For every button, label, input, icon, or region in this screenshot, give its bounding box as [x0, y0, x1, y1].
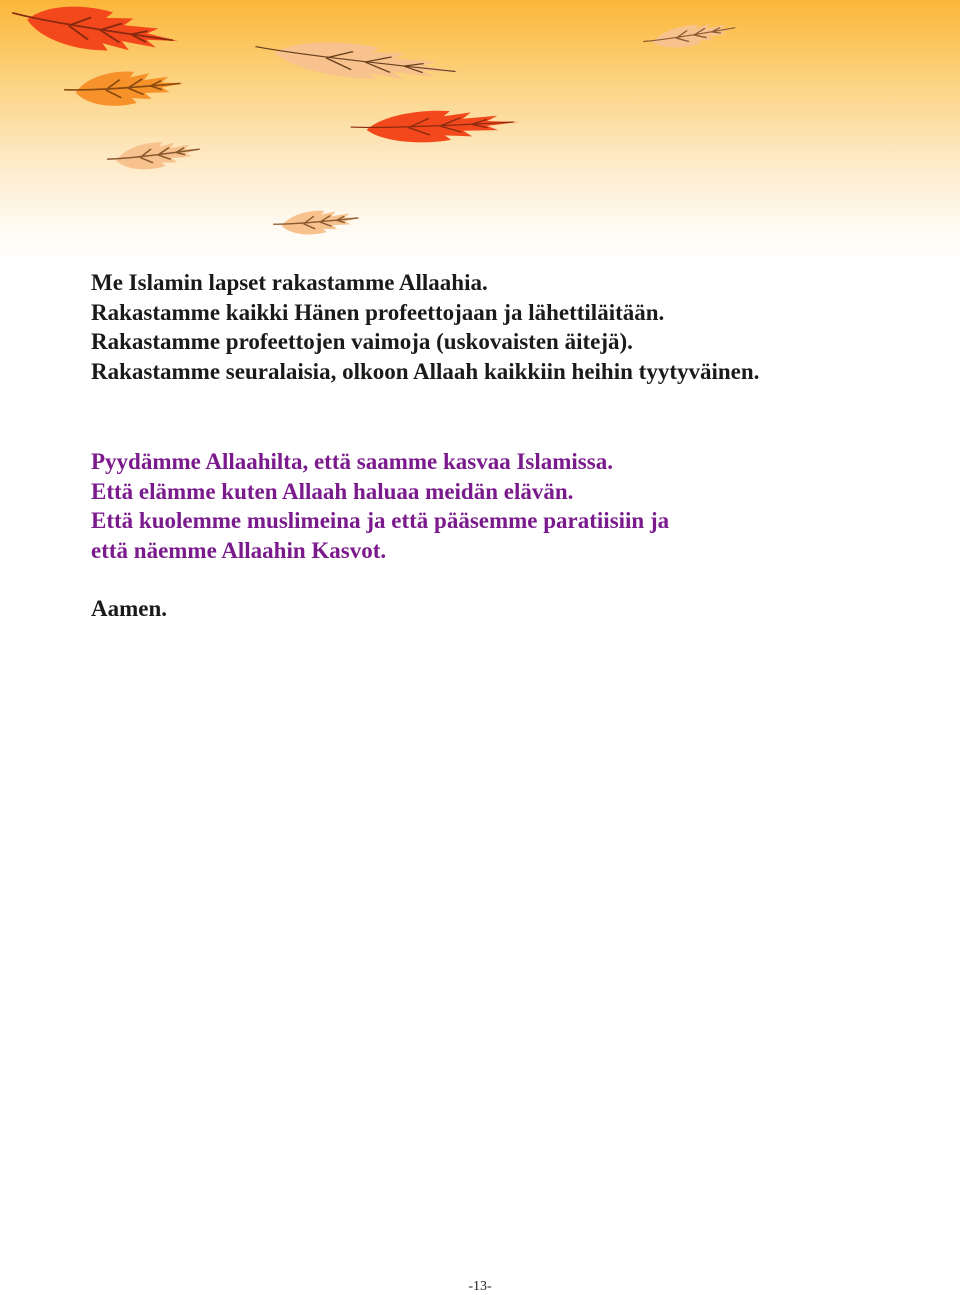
- prayer-line: Pyydämme Allaahilta, että saamme kasvaa Islamissa.: [91, 449, 613, 474]
- intro-line: Rakastamme seuralaisia, olkoon Allaah kaikkiin heihin tyytyväinen.: [91, 358, 760, 384]
- closing-paragraph: [91, 594, 167, 624]
- autumn-leaf-icon: [253, 34, 463, 89]
- autumn-leaves-decoration: [0, 0, 960, 262]
- closing-word: Aamen.: [91, 596, 168, 621]
- autumn-leaf-icon: [63, 66, 185, 110]
- intro-line: Me Islamin lapset rakastamme Allaahia.: [91, 270, 488, 295]
- autumn-leaf-icon: [350, 106, 519, 146]
- page-number: -13-: [468, 1279, 492, 1294]
- intro-line: Rakastamme kaikki Hänen profeettojaan ja lähettiläitään.: [91, 299, 665, 325]
- intro-line: Rakastamme profeettojen vaimoja (uskovaisten äitejä).: [91, 329, 633, 354]
- autumn-leaf-icon: [9, 0, 181, 62]
- prayer-paragraph: [91, 447, 669, 565]
- intro-paragraph: [91, 268, 759, 386]
- prayer-line: että näemme Allaahin Kasvot.: [91, 537, 387, 563]
- autumn-leaf-icon: [272, 206, 362, 238]
- autumn-leaf-icon: [106, 136, 205, 175]
- autumn-leaf-icon: [642, 17, 740, 54]
- prayer-line: Että kuolemme muslimeina ja että pääsemme paratiisiin ja: [91, 508, 670, 533]
- prayer-line: Että elämme kuten Allaah haluaa meidän elävän.: [91, 478, 574, 504]
